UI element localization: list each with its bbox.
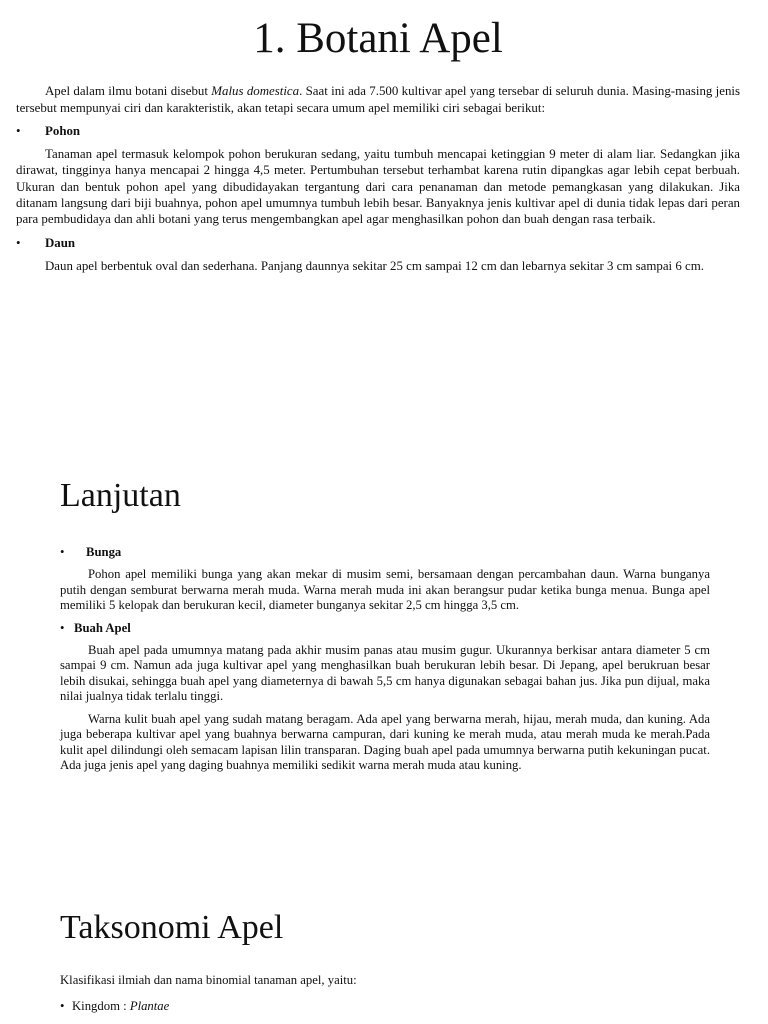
- buah-apel-heading: Buah Apel: [74, 620, 131, 635]
- section-taksonomi-apel: [60, 908, 710, 1014]
- bunga-heading: Bunga: [86, 545, 122, 560]
- bullet-icon: •: [60, 620, 65, 635]
- pohon-heading: Pohon: [45, 124, 81, 139]
- bullet-pohon: [16, 123, 740, 139]
- taksonomi-intro: Klasifikasi ilmiah dan nama binomial tanaman apel, yaitu:: [60, 973, 357, 988]
- section-botani-apel: [16, 14, 740, 274]
- bullet-icon: •: [16, 124, 21, 139]
- daun-paragraph: Daun apel berbentuk oval dan sederhana. Panjang daunnya sekitar 25 cm sampai 12 cm dan lebarnya sekitar 3 cm sampai 6 cm.: [45, 258, 704, 273]
- bullet-icon: •: [16, 235, 21, 250]
- kingdom-item: [60, 999, 710, 1014]
- intro-paragraph: Apel dalam ilmu botani disebut Malus domestica. Saat ini ada 7.500 kultivar apel yang tersebar di seluruh dunia. Masing-masing jenis tersebut mempunyai ciri dan karakteristik, akan tetapi secara umum apel memiliki ciri sebagai berikut:: [16, 84, 740, 115]
- section-lanjutan: [60, 476, 710, 774]
- bunga-paragraph: Pohon apel memiliki bunga yang akan mekar di musim semi, bersamaan dengan percambahan daun. Warna bunganya putih dengan semburat berwarna merah muda. Warna merah muda ini akan berangsur pudar ketika bunga menua. Bunga apel memiliki 5 kelopak dan berukuran kecil, diameter bunganya sekitar 2,5 cm hingga 3,5 cm.: [60, 567, 710, 613]
- kingdom-label: Kingdom :: [72, 998, 130, 1013]
- page-title: 1. Botani Apel: [253, 15, 503, 62]
- scientific-name: Malus domestica: [211, 84, 300, 99]
- bullet-buah-apel: [60, 621, 710, 636]
- buah-paragraph-2: Warna kulit buah apel yang sudah matang beragam. Ada apel yang berwarna merah, hijau, merah muda, dan kuning. Ada juga beberapa kultivar apel yang buahnya berwarna campuran, dari kuning ke merah muda, atau merah muda ke merah.Pada kulit apel dilindungi oleh semacam lapisan lilin transparan. Daging buah apel pada umumnya berwarna putih kekuningan pucat. Ada juga jenis apel yang daging buahnya memiliki sedikit warna merah muda atau kuning.: [60, 711, 710, 773]
- buah-paragraph-1: Buah apel pada umumnya matang pada akhir musim panas atau musim gugur. Ukurannya berkisar antara diameter 5 cm sampai 9 cm. Namun ada juga kultivar apel yang menghasilkan buah berukuran lebih besar. Di Jepang, apel berukruan besar lebih disukai, sehingga buah apel yang diameternya di bawah 5,5 cm hanya digunakan sebagai bahan jus. Jika pun dijual, maka nilai jualnya tidak terlalu tinggi.: [60, 642, 710, 704]
- daun-heading: Daun: [45, 235, 76, 250]
- bullet-bunga: [60, 545, 710, 560]
- bullet-daun: [16, 235, 740, 251]
- bullet-icon: •: [60, 545, 65, 560]
- bullet-icon: •: [60, 998, 65, 1013]
- pohon-paragraph: Tanaman apel termasuk kelompok pohon berukuran sedang, yaitu tumbuh mencapai ketinggian 9 meter di alam liar. Sedangkan jika dirawat, tingginya hanya mencapai 2 hingga 4,5 meter. Pertumbuhan tersebut terhambat karena rutin dipangkas agar lebih cepat berbuah. Ukuran dan bentuk pohon apel yang dibudidayakan tergantung dari cara penanaman dan metode pemangkasan yang dilakukan. Jika ditanam langsung dari biji buahnya, pohon apel umumnya tumbuh lebih besar. Banyaknya jenis kultivar apel di dunia tidak lepas dari peran para pembudidaya dan ahli botani yang terus mengembangkan apel agar menghasilkan pohon dan buah dengan rasa terbaik.: [16, 147, 740, 227]
- section-title-lanjutan: Lanjutan: [60, 477, 181, 514]
- section-title-taksonomi: Taksonomi Apel: [60, 909, 284, 946]
- kingdom-value: Plantae: [129, 998, 170, 1013]
